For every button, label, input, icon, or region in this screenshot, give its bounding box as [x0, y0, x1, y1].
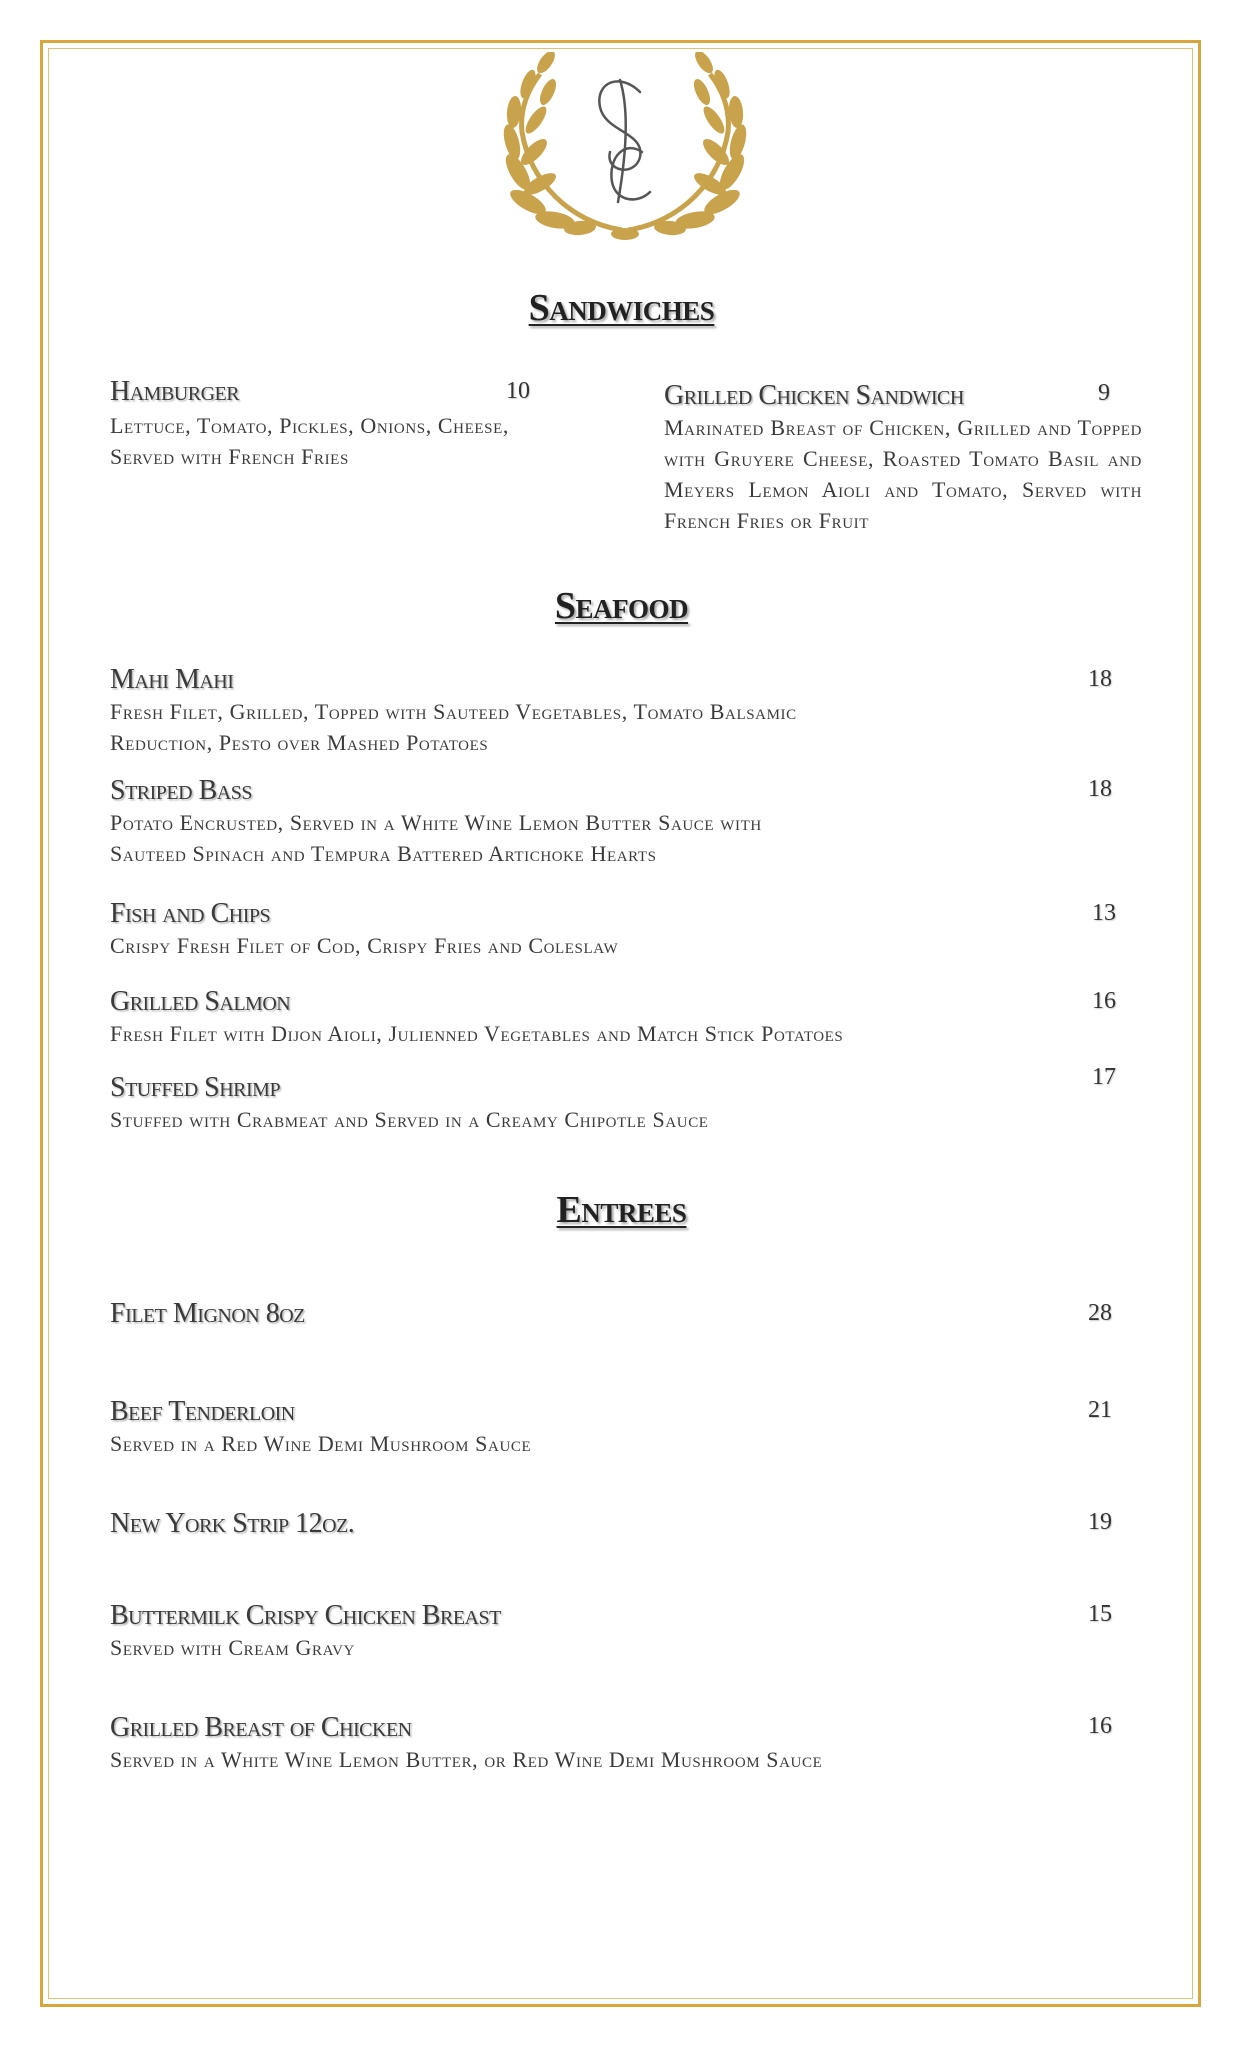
menu-item-new-york-strip: [110, 1508, 1010, 1540]
menu-item-buttermilk-crispy-chicken-breast: [110, 1600, 1010, 1663]
item-name: Grilled Breast of Chicken: [110, 1712, 412, 1743]
item-description: Crispy Fresh Filet of Cod, Crispy Fries and Coleslaw: [110, 933, 619, 958]
menu-item-grilled-breast-of-chicken: [110, 1712, 1070, 1775]
menu-item-filet-mignon: [110, 1298, 1010, 1330]
item-name: Beef Tenderloin: [110, 1396, 295, 1427]
item-price: 21: [1088, 1397, 1112, 1423]
item-price: 10: [506, 378, 530, 404]
laurel-wreath-icon: [500, 52, 750, 252]
item-name: Buttermilk Crispy Chicken Breast: [110, 1600, 501, 1631]
item-description: Marinated Breast of Chicken, Grilled and Topped with Gruyere Cheese, Roasted Tomato Basil and Meyers Lemon Aioli and Tomato, Served with French Fries or Fruit: [664, 415, 1142, 533]
item-name: Grilled Salmon: [110, 986, 291, 1017]
menu-item-fish-and-chips: [110, 898, 1010, 961]
item-price: 18: [1088, 666, 1112, 692]
menu-item-grilled-chicken-sandwich: [664, 380, 1142, 536]
item-name: Fish and Chips: [110, 898, 271, 929]
item-price: 17: [1092, 1064, 1116, 1090]
item-description: Served in a Red Wine Demi Mushroom Sauce: [110, 1431, 532, 1456]
item-description: Served with Cream Gravy: [110, 1635, 355, 1660]
menu-item-beef-tenderloin: [110, 1396, 1010, 1459]
item-name: New York Strip 12oz.: [110, 1508, 355, 1539]
item-description: Served in a White Wine Lemon Butter, or Red Wine Demi Mushroom Sauce: [110, 1747, 823, 1772]
section-title-sandwiches: Sandwiches: [528, 287, 715, 329]
item-name: Mahi Mahi: [110, 664, 234, 695]
item-name: Stuffed Shrimp: [110, 1072, 281, 1103]
section-title-seafood: Seafood: [554, 585, 689, 627]
item-name: Striped Bass: [110, 775, 252, 806]
menu-item-grilled-salmon: [110, 986, 1070, 1049]
item-name: Hamburger: [110, 376, 240, 407]
item-price: 18: [1088, 776, 1112, 802]
item-price: 9: [1098, 380, 1110, 406]
item-name: Grilled Chicken Sandwich: [664, 380, 964, 411]
item-description: Fresh Filet with Dijon Aioli, Julienned Vegetables and Match Stick Potatoes: [110, 1021, 844, 1046]
section-title-entrees: Entrees: [556, 1189, 687, 1231]
item-price: 16: [1092, 988, 1116, 1014]
menu-item-mahi-mahi: [110, 664, 1010, 758]
menu-item-stuffed-shrimp: [110, 1072, 1010, 1135]
item-price: 19: [1088, 1509, 1112, 1535]
item-name: Filet Mignon 8oz: [110, 1298, 305, 1329]
item-price: 16: [1088, 1713, 1112, 1739]
item-description: Stuffed with Crabmeat and Served in a Creamy Chipotle Sauce: [110, 1107, 709, 1132]
item-description-line: Sauteed Spinach and Tempura Battered Artichoke Hearts: [110, 841, 657, 866]
item-price: 15: [1088, 1601, 1112, 1627]
menu-item-striped-bass: [110, 775, 1010, 869]
item-description-line: Reduction, Pesto over Mashed Potatoes: [110, 730, 489, 755]
item-price: 13: [1092, 900, 1116, 926]
item-price: 28: [1088, 1300, 1112, 1326]
item-description-line: Potato Encrusted, Served in a White Wine Lemon Butter Sauce with: [110, 810, 762, 835]
item-description-line: Fresh Filet, Grilled, Topped with Sauteed Vegetables, Tomato Balsamic: [110, 699, 797, 724]
item-description: Lettuce, Tomato, Pickles, Onions, Cheese, Served with French Fries: [110, 413, 509, 469]
